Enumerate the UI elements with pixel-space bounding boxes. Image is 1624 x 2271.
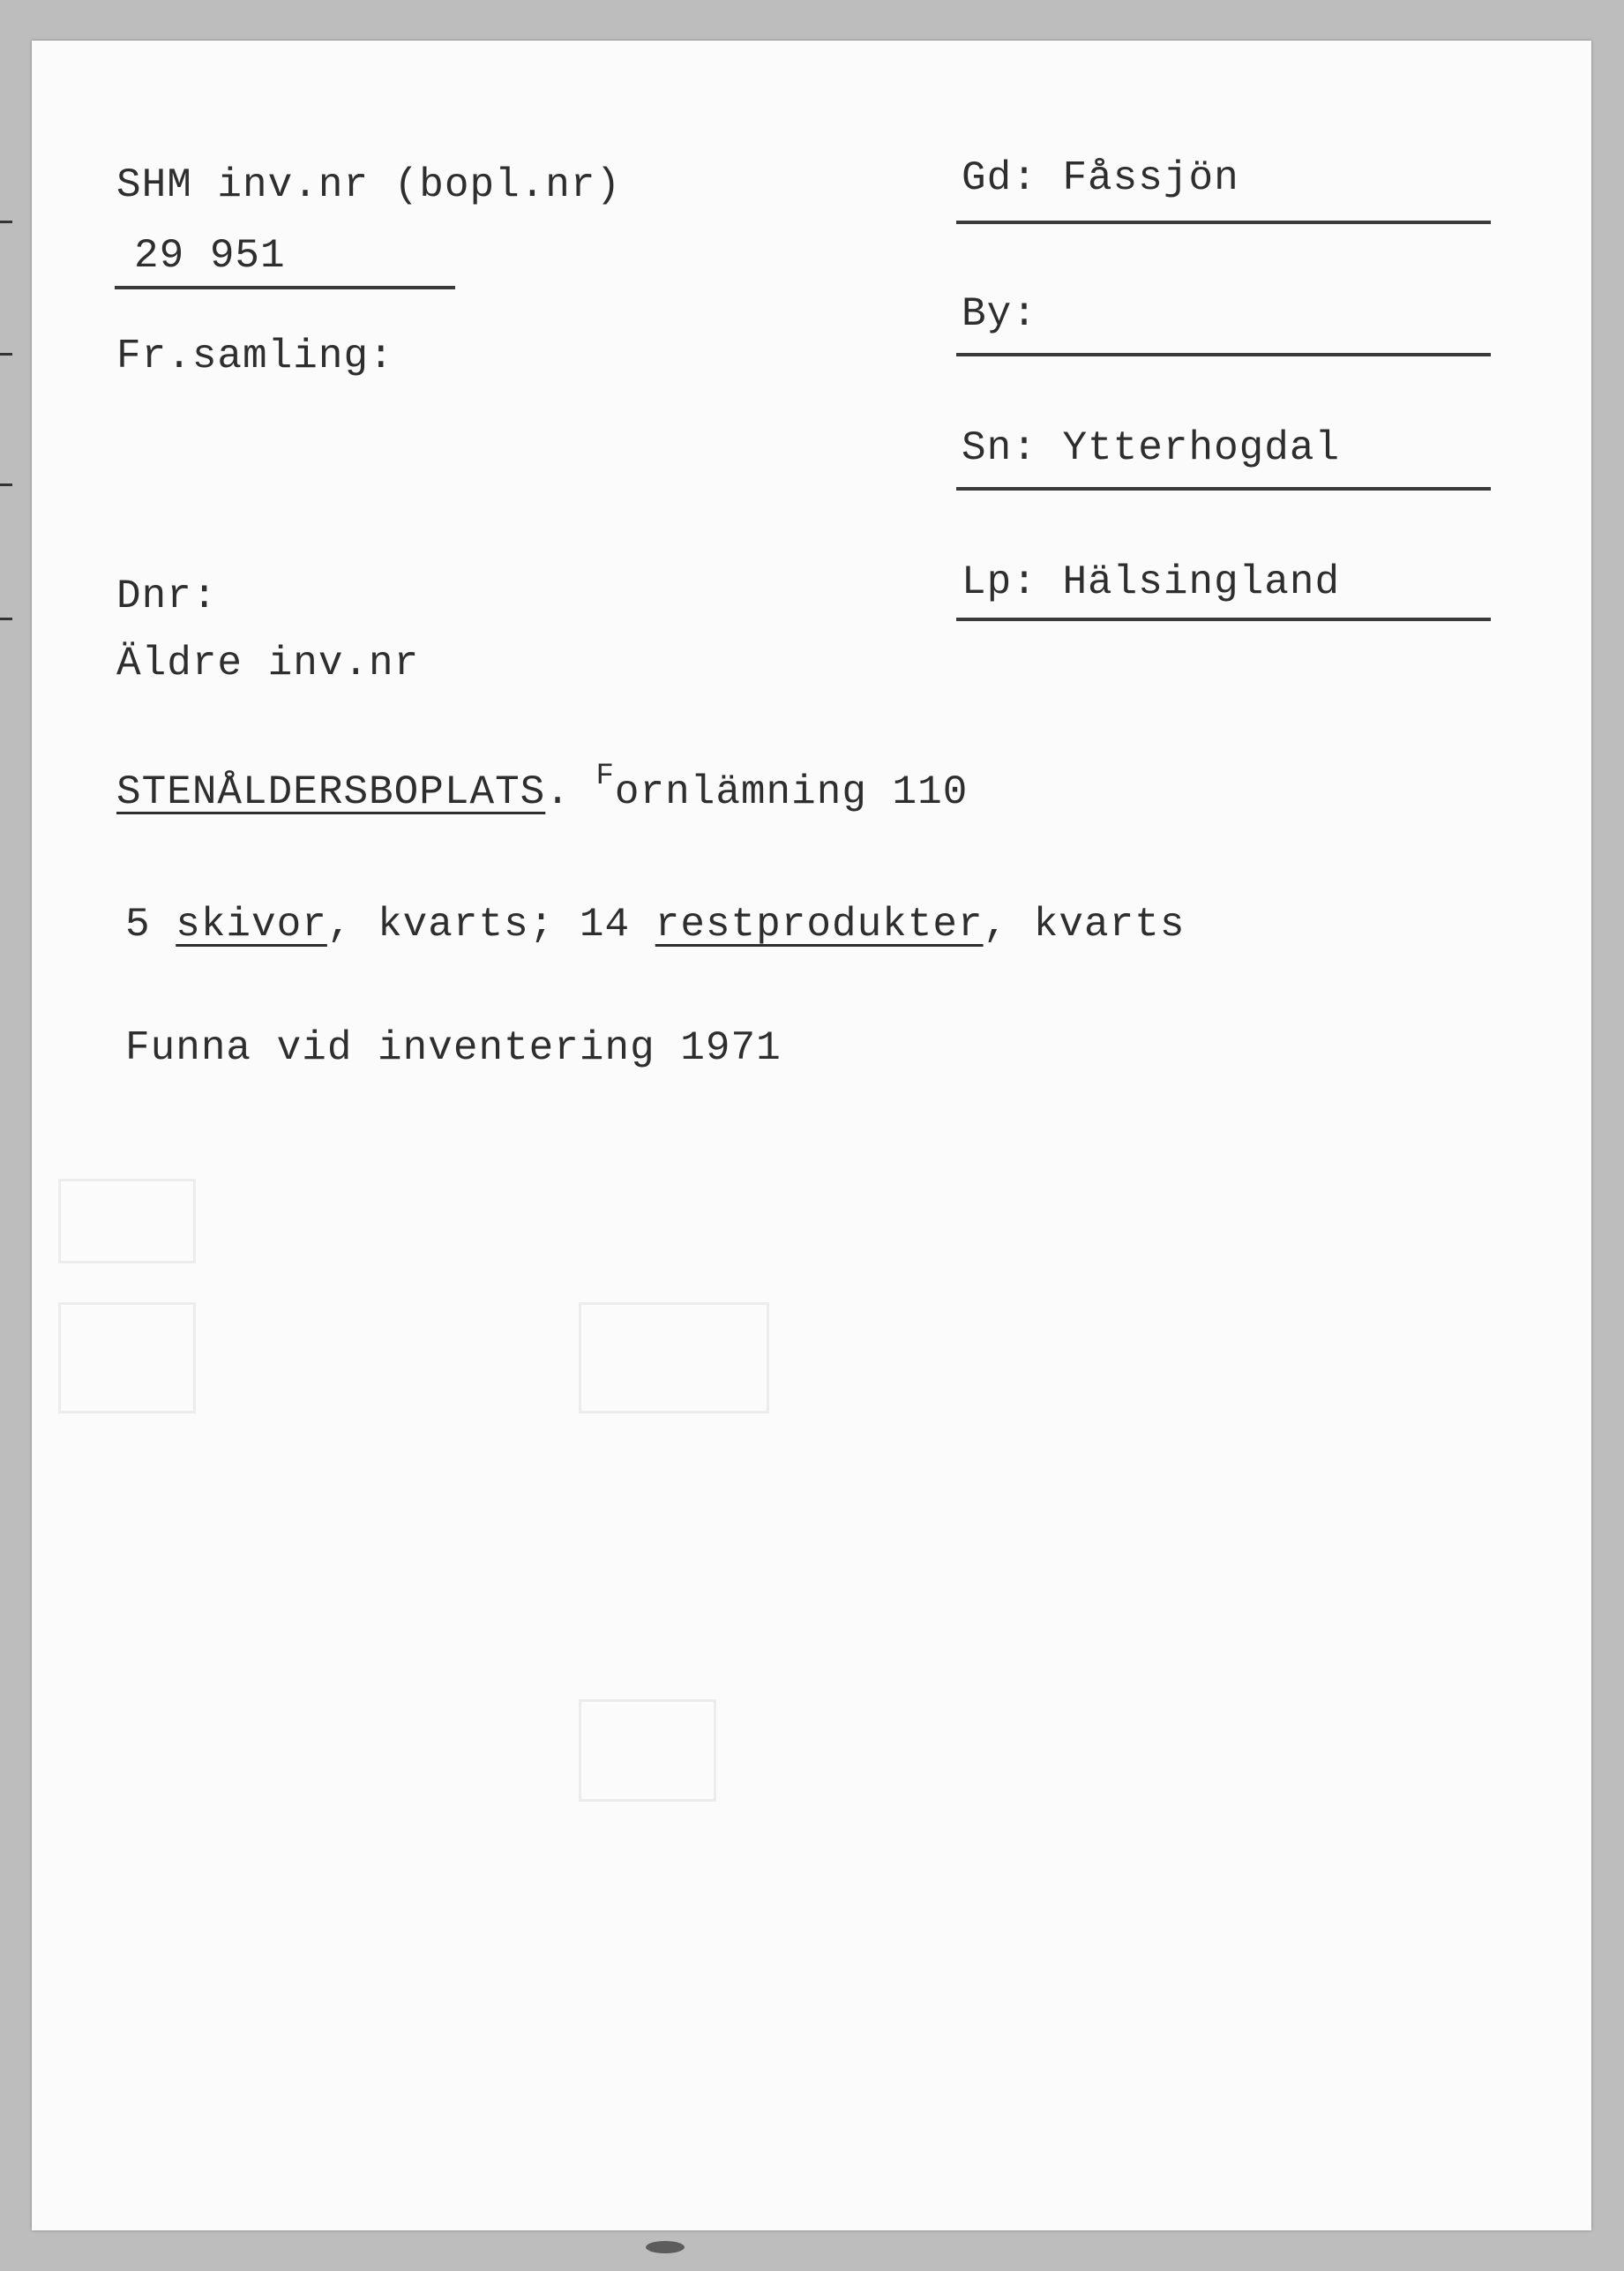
fornlamning-initial: F [595, 760, 615, 793]
by-underline [956, 353, 1491, 356]
landskap-label: Lp: [962, 559, 1037, 605]
finds-count-1: 5 [125, 902, 151, 948]
finds-rest-1: , kvarts; 14 [326, 902, 631, 948]
ink-smudge [646, 2241, 685, 2253]
margin-tick [0, 483, 12, 486]
gard-label: Gd: [962, 155, 1037, 201]
landskap-value: Hälsingland [1062, 559, 1341, 605]
landskap-field [962, 558, 1340, 607]
bleed-through-mark [58, 1302, 196, 1413]
fr-samling-label: Fr.samling: [116, 334, 394, 379]
finds-item-1: skivor [176, 902, 327, 948]
by-field [962, 289, 1037, 339]
bleed-through-mark [579, 1699, 716, 1802]
socken-underline [956, 487, 1491, 491]
margin-tick [0, 618, 12, 620]
finds-rest-2: , kvarts [983, 902, 1186, 948]
gard-value: Fåssjön [1062, 155, 1239, 201]
inv-nr-value: 29 951 [134, 233, 286, 279]
gard-field [962, 154, 1239, 203]
aldre-inv-nr-label: Äldre inv.nr [116, 641, 420, 686]
site-type-period: . [545, 769, 571, 815]
finds-line [125, 900, 1185, 949]
margin-tick [0, 221, 12, 223]
bleed-through-mark [579, 1302, 769, 1413]
bleed-through-mark [58, 1179, 196, 1263]
fornlamning-text: ornlämning 110 [614, 769, 969, 815]
socken-label: Sn: [962, 425, 1037, 471]
gard-underline [956, 221, 1491, 224]
inv-nr-underline [115, 286, 455, 289]
margin-tick [0, 353, 12, 356]
site-type: STENÅLDERSBOPLATS [116, 769, 546, 815]
landskap-underline [956, 618, 1491, 621]
socken-value: Ytterhogdal [1062, 425, 1341, 471]
inv-nr-label: SHM inv.nr (bopl.nr) [116, 162, 622, 208]
socken-field [962, 423, 1340, 473]
catalog-card [32, 41, 1591, 2230]
site-type-line [116, 760, 969, 821]
found-note: Funna vid inventering 1971 [125, 1025, 782, 1071]
by-label: By: [962, 291, 1037, 337]
dnr-label: Dnr: [116, 573, 218, 619]
finds-item-2: restprodukter [655, 902, 984, 948]
